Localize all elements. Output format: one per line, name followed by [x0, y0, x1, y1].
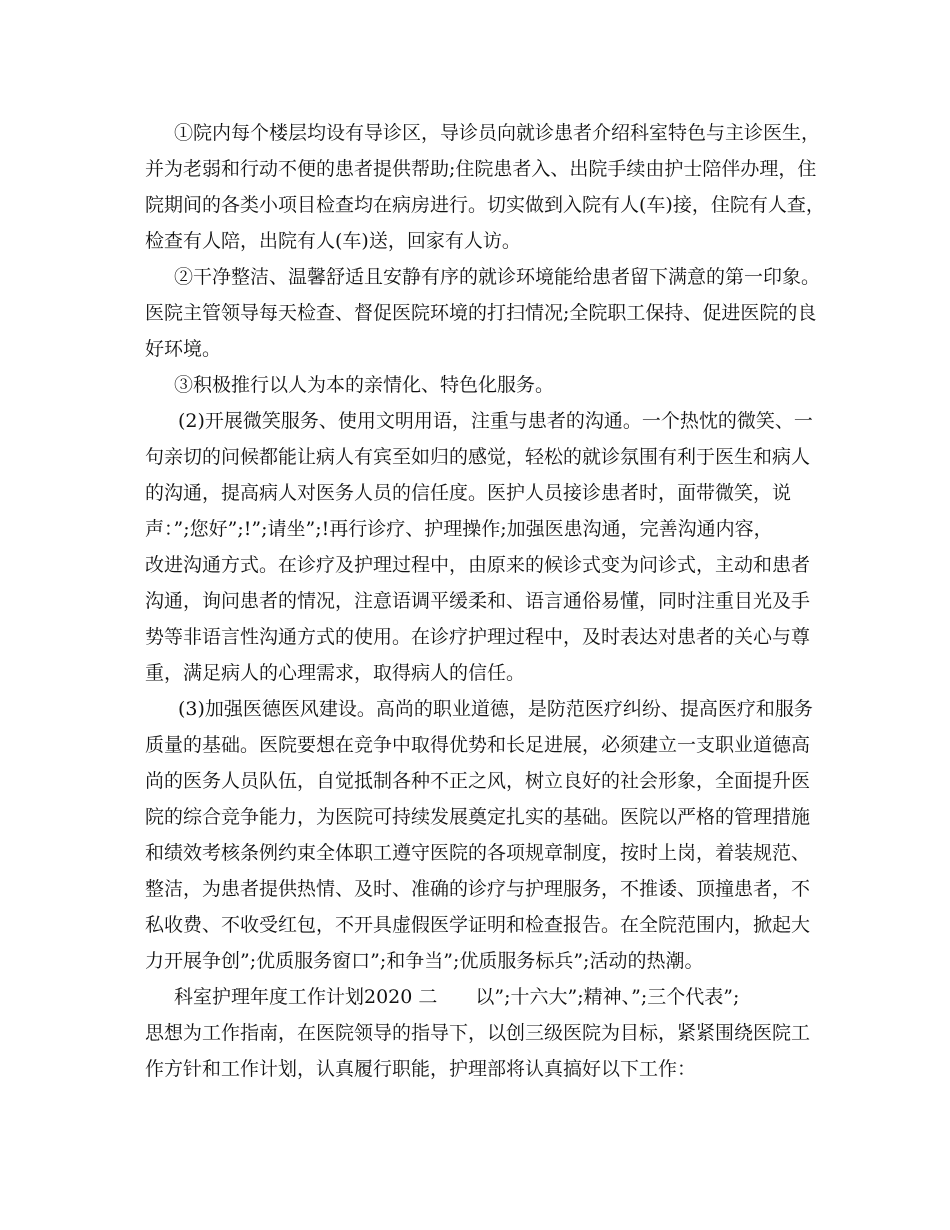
text-line-04: 检查有人陪，出院有人(车)送，回家有人访。 — [145, 230, 521, 252]
text-line-10: 句亲切的问候都能让病人有宾至如归的感觉，轻松的就诊氛围有利于医生和病人 — [145, 446, 811, 468]
text-line-25: 科室护理年度工作计划2020 二 以”;十六大”;精神、”;三个代表”; — [174, 986, 740, 1008]
text-line-18: 质量的基础。医院要想在竞争中取得优势和长足进展，必须建立一支职业道德高 — [145, 734, 811, 756]
text-line-12: 声：”;您好”;!”;请坐”;!再行诊疗、护理操作;加强医患沟通，完善沟通内容， — [145, 518, 773, 540]
text-line-19: 尚的医务人员队伍，自觉抵制各种不正之风，树立良好的社会形象，全面提升医 — [145, 770, 811, 792]
text-line-14: 沟通，询问患者的情况，注意语调平缓柔和、语言通俗易懂，同时注重目光及手 — [145, 590, 811, 612]
text-line-27: 作方针和工作计划，认真履行职能，护理部将认真搞好以下工作： — [145, 1058, 697, 1080]
text-line-06: 医院主管领导每天检查、督促医院环境的打扫情况;全院职工保持、促进医院的良 — [145, 302, 817, 324]
text-line-09: (2)开展微笑服务、使用文明用语，注重与患者的沟通。一个热忱的微笑、一 — [178, 410, 813, 432]
text-line-17: (3)加强医德医风建设。高尚的职业道德，是防范医疗纠纷、提高医疗和服务 — [178, 698, 813, 720]
text-line-21: 和绩效考核条例约束全体职工遵守医院的各项规章制度，按时上岗，着装规范、 — [145, 842, 811, 864]
text-line-15: 势等非语言性沟通方式的使用。在诊疗护理过程中，及时表达对患者的关心与尊 — [145, 626, 811, 648]
text-line-03: 院期间的各类小项目检查均在病房进行。切实做到入院有人(车)接，住院有人查， — [145, 194, 825, 216]
text-line-23: 私收费、不收受红包，不开具虚假医学证明和检查报告。在全院范围内，掀起大 — [145, 914, 811, 936]
text-line-13: 改进沟通方式。在诊疗及护理过程中，由原来的候诊式变为问诊式，主动和患者 — [145, 554, 811, 576]
text-line-02: 并为老弱和行动不便的患者提供帮助;住院患者入、出院手续由护士陪伴办理，住 — [145, 158, 817, 180]
text-line-26: 思想为工作指南，在医院领导的指导下，以创三级医院为目标，紧紧围绕医院工 — [145, 1022, 811, 1044]
text-line-20: 院的综合竞争能力，为医院可持续发展奠定扎实的基础。医院以严格的管理措施 — [145, 806, 811, 828]
text-line-08: ③积极推行以人为本的亲情化、特色化服务。 — [174, 374, 555, 396]
text-line-16: 重，满足病人的心理需求，取得病人的信任。 — [145, 662, 526, 684]
text-line-11: 的沟通，提高病人对医务人员的信任度。医护人员接诊患者时，面带微笑，说 — [145, 482, 792, 504]
text-line-24: 力开展争创”;优质服务窗口”;和争当”;优质服务标兵”;活动的热潮。 — [145, 950, 704, 972]
text-line-22: 整洁，为患者提供热情、及时、准确的诊疗与护理服务，不推诿、顶撞患者，不 — [145, 878, 811, 900]
text-line-01: ①院内每个楼层均设有导诊区，导诊员向就诊患者介绍科室特色与主诊医生， — [174, 122, 821, 144]
text-line-05: ②干净整洁、温馨舒适且安静有序的就诊环境能给患者留下满意的第一印象。 — [174, 266, 821, 288]
text-line-07: 好环境。 — [145, 338, 222, 360]
